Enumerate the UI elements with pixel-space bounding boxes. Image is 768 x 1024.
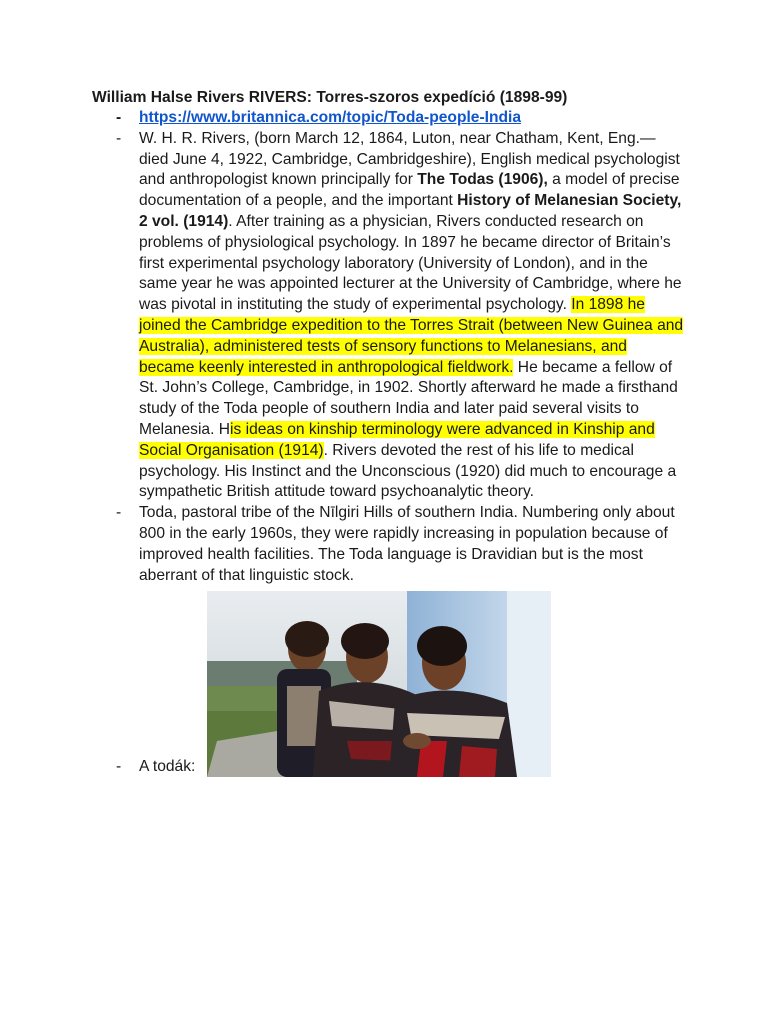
list-item-rivers-bio [0,129,684,503]
photo-label: A todák: [139,758,196,776]
highlight-torres-expedition: In 1898 he joined the Cambridge expedition to the Torres Strait (between New Guinea and Australia), administered tests of sensory functions to Melanesians, and became keenly interested in anthropological fieldwork. [139,296,684,376]
document-title: William Halse Rivers RIVERS: Torres-szoros expedíció (1898-99) [92,89,568,106]
list-item-photo [0,591,684,777]
toda-women-photo [207,591,551,777]
toda-paragraph: Toda, pastoral tribe of the Nīlgiri Hills of southern India. Numbering only about 800 in the early 1960s, they were rapidly increasing in population because of improved health facilities. The Toda language is Dravidian but is the most aberrant of that linguistic stock. [139,504,675,584]
highlight-kinship: is ideas on kinship terminology were advanced in Kinship and Social Organisation (1914) [139,420,655,459]
list-item-link [0,108,684,129]
bullet-dash: - [116,758,122,776]
rivers-bold-todas: The Todas (1906), [417,171,548,189]
rivers-text-4: He became a fellow of St. John’s College, Cambridge, in 1902. Shortly afterward he made a firsthand study of the Toda people of southern India and later paid several visits to Melanesia. H [139,358,678,438]
rivers-paragraph [139,129,684,503]
britannica-link[interactable]: https://www.britannica.com/topic/Toda-people-India [139,109,522,126]
rivers-bold-history: History of Melanesian Society, 2 vol. (1914) [139,192,682,230]
rivers-text-1: W. H. R. Rivers, (born March 12, 1864, Luton, near Chatham, Kent, Eng.—died June 4, 1922, Cambridge, Cambridgeshire), English medical psychologist and anthropologist known principally for [139,129,680,189]
rivers-text-2: a model of precise documentation of a people, and the important [139,171,680,210]
rivers-text-3: . After training as a physician, Rivers conducted research on problems of physiological psychology. In 1897 he became director of Britain’s first experimental psychology laboratory (University of London), and in the same year he was appointed lecturer at the University of Cambridge, where he was pivotal in instituting the study of experimental psychology. [139,212,682,314]
bullet-list [0,108,768,777]
list-item-toda [0,503,684,586]
bullet-dash: - [116,504,122,522]
bullet-dash: - [116,129,122,147]
bullet-dash: - [116,109,122,126]
rivers-text-5: . Rivers devoted the rest of his life to medical psychology. His Instinct and the Unconscious (1920) did much to encourage a sympathetic British attitude toward psychoanalytic theory. [139,441,677,501]
